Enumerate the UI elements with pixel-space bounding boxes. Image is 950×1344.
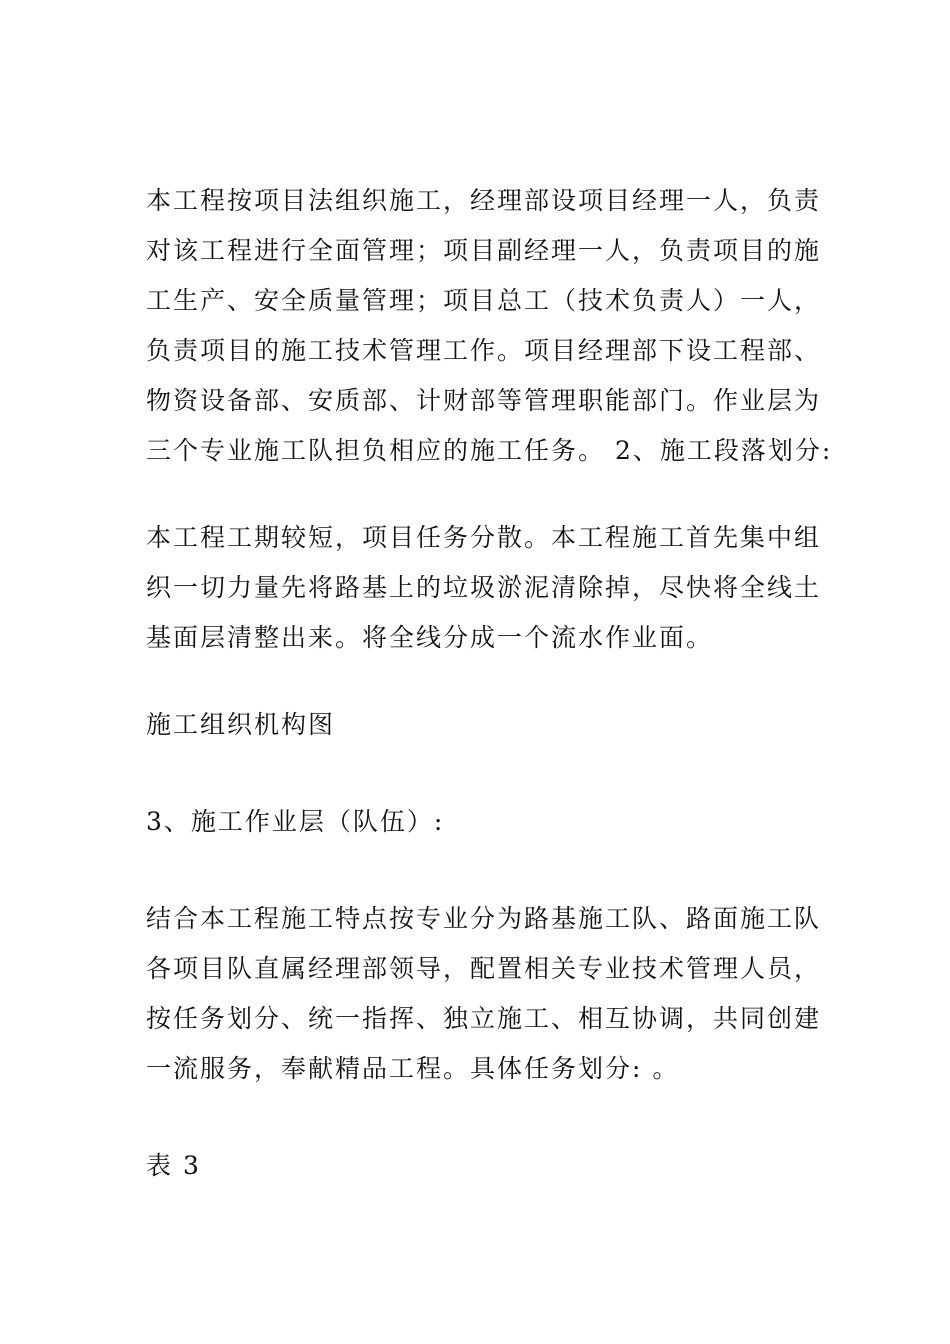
paragraph-team-assignment xyxy=(146,894,822,1094)
paragraph-spacer xyxy=(146,476,806,513)
paragraph-spacer xyxy=(146,847,806,894)
text-line: 一流服务，奉献精品工程。具体任务划分: 。 xyxy=(146,1054,680,1083)
text-line: 按任务划分、统一指挥、独立施工、相互协调，共同创建 xyxy=(146,1004,822,1033)
text-line: 各项目队直属经理部领导，配置相关专业技术管理人员， xyxy=(146,954,822,983)
text-line: 三个专业施工队担负相应的施工任务。 2、施工段落划分: xyxy=(146,436,833,465)
text-line: 工生产、安全质量管理；项目总工（技术负责人）一人， xyxy=(146,286,822,315)
paragraph-spacer xyxy=(146,663,806,700)
text-line: 表 3 xyxy=(146,1151,201,1180)
text-line: 织一切力量先将路基上的垃圾淤泥清除掉，尽快将全线土 xyxy=(146,573,822,602)
text-line: 负责项目的施工技术管理工作。项目经理部下设工程部、 xyxy=(146,336,822,365)
paragraph-table-caption xyxy=(146,1141,806,1191)
text-line: 基面层清整出来。将全线分成一个流水作业面。 xyxy=(146,623,714,652)
paragraph-heading-work-teams xyxy=(146,797,806,847)
text-line: 结合本工程施工特点按专业分为路基施工队、路面施工队 xyxy=(146,904,822,933)
text-line: 本工程按项目法组织施工，经理部设项目经理一人，负责 xyxy=(146,186,822,215)
text-line: 3、施工作业层（队伍）: xyxy=(146,807,445,836)
paragraph-project-organization xyxy=(146,176,833,476)
text-line: 施工组织机构图 xyxy=(146,710,336,739)
paragraph-spacer xyxy=(146,750,806,797)
text-line: 对该工程进行全面管理；项目副经理一人，负责项目的施 xyxy=(146,236,822,265)
paragraph-spacer xyxy=(146,1094,806,1141)
text-line: 本工程工期较短，项目任务分散。本工程施工首先集中组 xyxy=(146,523,822,552)
text-line: 物资设备部、安质部、计财部等管理职能部门。作业层为 xyxy=(146,386,822,415)
document-body xyxy=(146,176,833,1191)
paragraph-construction-sections xyxy=(146,513,822,663)
paragraph-org-chart-caption xyxy=(146,700,806,750)
